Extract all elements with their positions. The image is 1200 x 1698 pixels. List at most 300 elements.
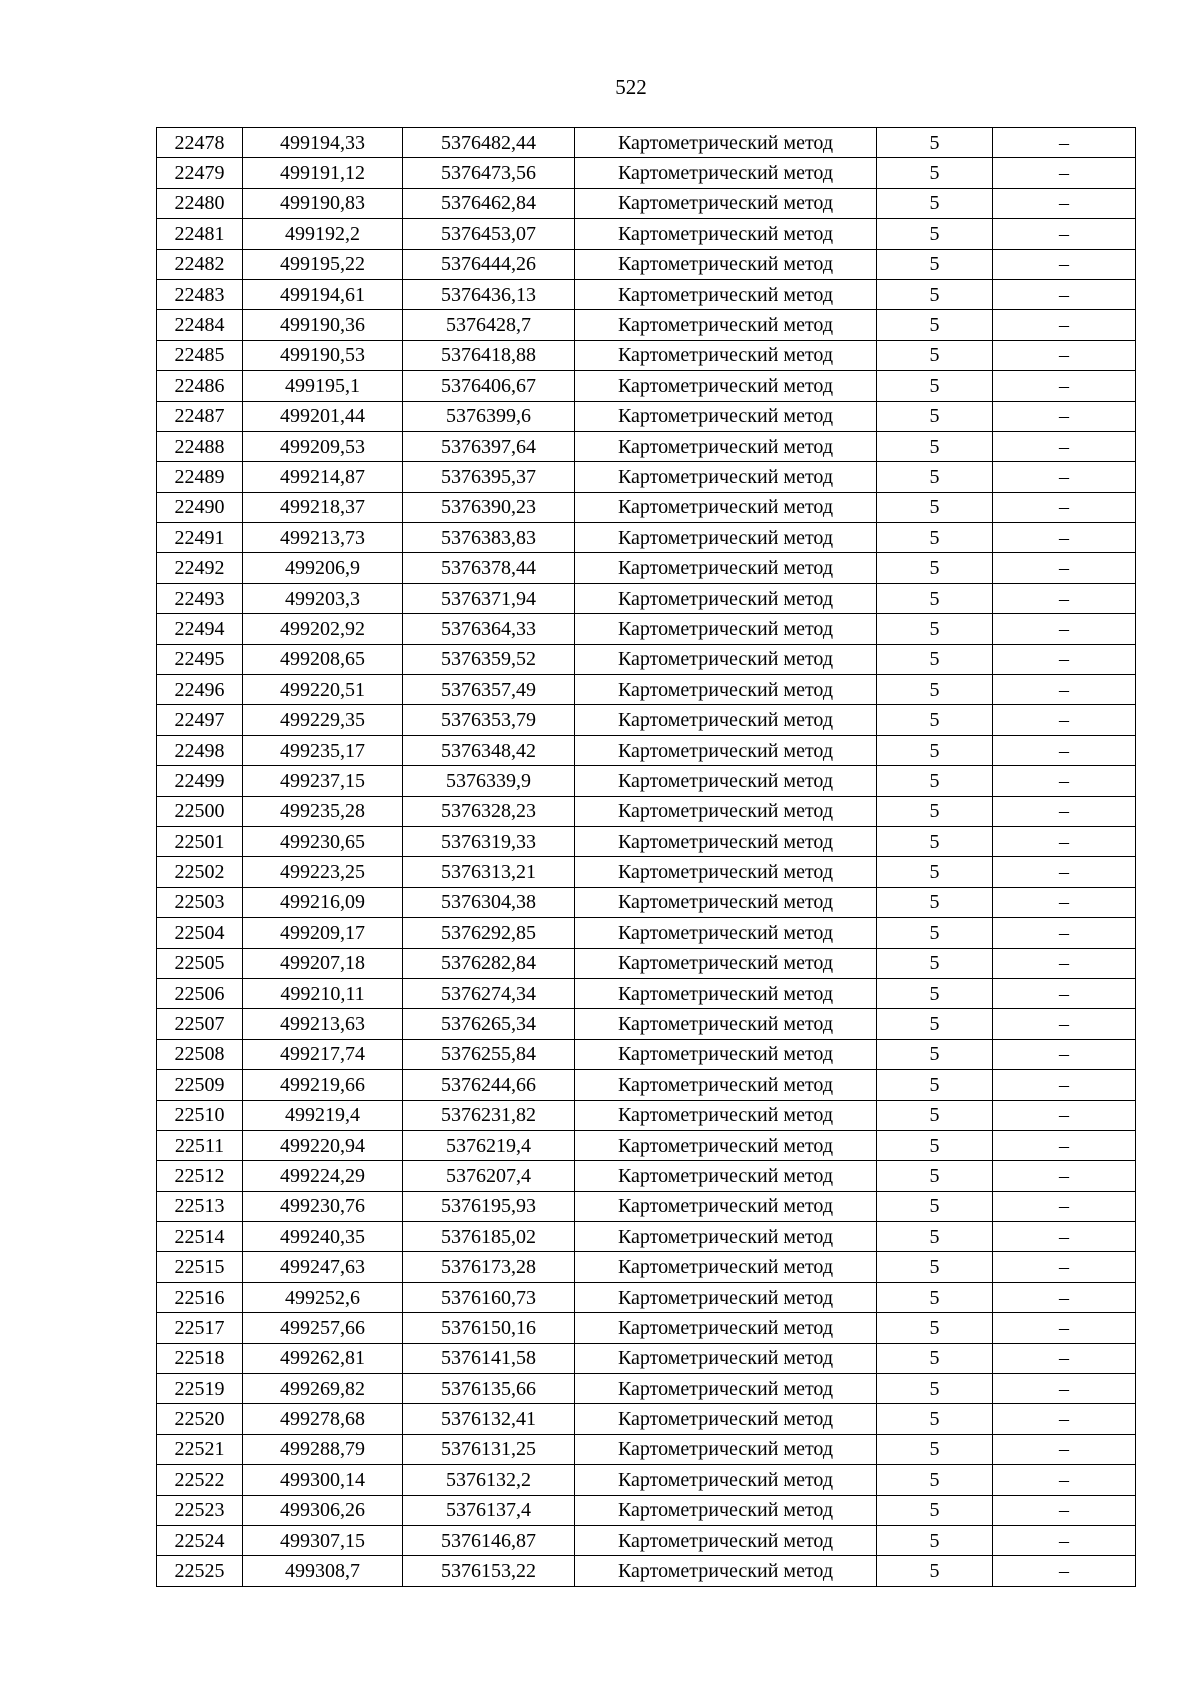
x-coordinate-cell: 499219,4 <box>243 1100 403 1130</box>
y-coordinate-cell: 5376444,26 <box>403 249 575 279</box>
accuracy-cell: 5 <box>877 249 993 279</box>
accuracy-cell: 5 <box>877 1252 993 1282</box>
description-cell: – <box>993 1161 1136 1191</box>
point-number-cell: 22478 <box>157 128 243 158</box>
description-cell: – <box>993 1282 1136 1312</box>
description-cell: – <box>993 1191 1136 1221</box>
x-coordinate-cell: 499306,26 <box>243 1495 403 1525</box>
description-cell: – <box>993 1039 1136 1069</box>
point-number-cell: 22495 <box>157 644 243 674</box>
method-cell: Картометрический метод <box>575 553 877 583</box>
accuracy-cell: 5 <box>877 1374 993 1404</box>
point-number-cell: 22515 <box>157 1252 243 1282</box>
table-row <box>157 1374 1136 1404</box>
method-cell: Картометрический метод <box>575 188 877 218</box>
method-cell: Картометрический метод <box>575 401 877 431</box>
x-coordinate-cell: 499190,83 <box>243 188 403 218</box>
table-row <box>157 614 1136 644</box>
x-coordinate-cell: 499201,44 <box>243 401 403 431</box>
page-number: 522 <box>615 75 647 99</box>
x-coordinate-cell: 499194,61 <box>243 279 403 309</box>
description-cell: – <box>993 1465 1136 1495</box>
y-coordinate-cell: 5376195,93 <box>403 1191 575 1221</box>
description-cell: – <box>993 219 1136 249</box>
point-number-cell: 22513 <box>157 1191 243 1221</box>
table-row <box>157 887 1136 917</box>
table-row <box>157 826 1136 856</box>
x-coordinate-cell: 499257,66 <box>243 1313 403 1343</box>
table-row <box>157 1282 1136 1312</box>
y-coordinate-cell: 5376339,9 <box>403 766 575 796</box>
y-coordinate-cell: 5376406,67 <box>403 371 575 401</box>
x-coordinate-cell: 499216,09 <box>243 887 403 917</box>
y-coordinate-cell: 5376397,64 <box>403 431 575 461</box>
method-cell: Картометрический метод <box>575 462 877 492</box>
point-number-cell: 22524 <box>157 1525 243 1555</box>
x-coordinate-cell: 499191,12 <box>243 158 403 188</box>
point-number-cell: 22500 <box>157 796 243 826</box>
accuracy-cell: 5 <box>877 978 993 1008</box>
method-cell: Картометрический метод <box>575 1282 877 1312</box>
table-row <box>157 1191 1136 1221</box>
table-row <box>157 523 1136 553</box>
method-cell: Картометрический метод <box>575 918 877 948</box>
description-cell: – <box>993 1556 1136 1586</box>
x-coordinate-cell: 499209,53 <box>243 431 403 461</box>
table-row <box>157 158 1136 188</box>
x-coordinate-cell: 499190,53 <box>243 340 403 370</box>
y-coordinate-cell: 5376395,37 <box>403 462 575 492</box>
coordinates-table <box>156 127 1136 1587</box>
description-cell: – <box>993 1343 1136 1373</box>
table-row <box>157 1222 1136 1252</box>
description-cell: – <box>993 1252 1136 1282</box>
x-coordinate-cell: 499223,25 <box>243 857 403 887</box>
x-coordinate-cell: 499213,73 <box>243 523 403 553</box>
table-row <box>157 1039 1136 1069</box>
accuracy-cell: 5 <box>877 1525 993 1555</box>
description-cell: – <box>993 523 1136 553</box>
point-number-cell: 22493 <box>157 583 243 613</box>
method-cell: Картометрический метод <box>575 1556 877 1586</box>
point-number-cell: 22485 <box>157 340 243 370</box>
table-row <box>157 492 1136 522</box>
accuracy-cell: 5 <box>877 492 993 522</box>
x-coordinate-cell: 499278,68 <box>243 1404 403 1434</box>
description-cell: – <box>993 705 1136 735</box>
table-row <box>157 1495 1136 1525</box>
method-cell: Картометрический метод <box>575 371 877 401</box>
y-coordinate-cell: 5376359,52 <box>403 644 575 674</box>
table-row <box>157 705 1136 735</box>
accuracy-cell: 5 <box>877 857 993 887</box>
table-row <box>157 644 1136 674</box>
table-row <box>157 1343 1136 1373</box>
method-cell: Картометрический метод <box>575 614 877 644</box>
accuracy-cell: 5 <box>877 948 993 978</box>
y-coordinate-cell: 5376132,41 <box>403 1404 575 1434</box>
accuracy-cell: 5 <box>877 401 993 431</box>
description-cell: – <box>993 371 1136 401</box>
y-coordinate-cell: 5376150,16 <box>403 1313 575 1343</box>
method-cell: Картометрический метод <box>575 1130 877 1160</box>
description-cell: – <box>993 1070 1136 1100</box>
description-cell: – <box>993 887 1136 917</box>
y-coordinate-cell: 5376328,23 <box>403 796 575 826</box>
method-cell: Картометрический метод <box>575 279 877 309</box>
y-coordinate-cell: 5376132,2 <box>403 1465 575 1495</box>
accuracy-cell: 5 <box>877 219 993 249</box>
table-row <box>157 431 1136 461</box>
point-number-cell: 22499 <box>157 766 243 796</box>
x-coordinate-cell: 499210,11 <box>243 978 403 1008</box>
x-coordinate-cell: 499240,35 <box>243 1222 403 1252</box>
point-number-cell: 22481 <box>157 219 243 249</box>
description-cell: – <box>993 1434 1136 1464</box>
x-coordinate-cell: 499237,15 <box>243 766 403 796</box>
y-coordinate-cell: 5376265,34 <box>403 1009 575 1039</box>
accuracy-cell: 5 <box>877 1100 993 1130</box>
method-cell: Картометрический метод <box>575 1070 877 1100</box>
point-number-cell: 22510 <box>157 1100 243 1130</box>
x-coordinate-cell: 499247,63 <box>243 1252 403 1282</box>
x-coordinate-cell: 499195,1 <box>243 371 403 401</box>
accuracy-cell: 5 <box>877 796 993 826</box>
table-row <box>157 735 1136 765</box>
method-cell: Картометрический метод <box>575 431 877 461</box>
table-row <box>157 675 1136 705</box>
accuracy-cell: 5 <box>877 1282 993 1312</box>
method-cell: Картометрический метод <box>575 948 877 978</box>
y-coordinate-cell: 5376141,58 <box>403 1343 575 1373</box>
point-number-cell: 22509 <box>157 1070 243 1100</box>
point-number-cell: 22480 <box>157 188 243 218</box>
accuracy-cell: 5 <box>877 279 993 309</box>
point-number-cell: 22503 <box>157 887 243 917</box>
point-number-cell: 22489 <box>157 462 243 492</box>
x-coordinate-cell: 499235,17 <box>243 735 403 765</box>
table-row <box>157 918 1136 948</box>
accuracy-cell: 5 <box>877 1009 993 1039</box>
accuracy-cell: 5 <box>877 675 993 705</box>
method-cell: Картометрический метод <box>575 1404 877 1434</box>
x-coordinate-cell: 499213,63 <box>243 1009 403 1039</box>
point-number-cell: 22487 <box>157 401 243 431</box>
description-cell: – <box>993 918 1136 948</box>
table-row <box>157 1404 1136 1434</box>
y-coordinate-cell: 5376207,4 <box>403 1161 575 1191</box>
method-cell: Картометрический метод <box>575 1252 877 1282</box>
x-coordinate-cell: 499235,28 <box>243 796 403 826</box>
x-coordinate-cell: 499214,87 <box>243 462 403 492</box>
accuracy-cell: 5 <box>877 614 993 644</box>
accuracy-cell: 5 <box>877 1130 993 1160</box>
accuracy-cell: 5 <box>877 1495 993 1525</box>
point-number-cell: 22522 <box>157 1465 243 1495</box>
table-row <box>157 1070 1136 1100</box>
table-row <box>157 1100 1136 1130</box>
accuracy-cell: 5 <box>877 523 993 553</box>
table-row <box>157 1465 1136 1495</box>
table-row <box>157 188 1136 218</box>
point-number-cell: 22490 <box>157 492 243 522</box>
description-cell: – <box>993 340 1136 370</box>
accuracy-cell: 5 <box>877 1161 993 1191</box>
method-cell: Картометрический метод <box>575 1222 877 1252</box>
point-number-cell: 22501 <box>157 826 243 856</box>
x-coordinate-cell: 499229,35 <box>243 705 403 735</box>
x-coordinate-cell: 499190,36 <box>243 310 403 340</box>
method-cell: Картометрический метод <box>575 523 877 553</box>
x-coordinate-cell: 499217,74 <box>243 1039 403 1069</box>
point-number-cell: 22484 <box>157 310 243 340</box>
x-coordinate-cell: 499194,33 <box>243 128 403 158</box>
x-coordinate-cell: 499206,9 <box>243 553 403 583</box>
point-number-cell: 22516 <box>157 1282 243 1312</box>
method-cell: Картометрический метод <box>575 1313 877 1343</box>
description-cell: – <box>993 1374 1136 1404</box>
point-number-cell: 22514 <box>157 1222 243 1252</box>
coordinates-table-body <box>157 128 1136 1587</box>
method-cell: Картометрический метод <box>575 1374 877 1404</box>
y-coordinate-cell: 5376383,83 <box>403 523 575 553</box>
x-coordinate-cell: 499262,81 <box>243 1343 403 1373</box>
method-cell: Картометрический метод <box>575 1465 877 1495</box>
description-cell: – <box>993 553 1136 583</box>
method-cell: Картометрический метод <box>575 128 877 158</box>
table-row <box>157 1130 1136 1160</box>
accuracy-cell: 5 <box>877 188 993 218</box>
y-coordinate-cell: 5376146,87 <box>403 1525 575 1555</box>
point-number-cell: 22491 <box>157 523 243 553</box>
y-coordinate-cell: 5376255,84 <box>403 1039 575 1069</box>
method-cell: Картометрический метод <box>575 1191 877 1221</box>
point-number-cell: 22525 <box>157 1556 243 1586</box>
point-number-cell: 22479 <box>157 158 243 188</box>
method-cell: Картометрический метод <box>575 1161 877 1191</box>
y-coordinate-cell: 5376319,33 <box>403 826 575 856</box>
description-cell: – <box>993 583 1136 613</box>
point-number-cell: 22523 <box>157 1495 243 1525</box>
accuracy-cell: 5 <box>877 826 993 856</box>
table-row <box>157 249 1136 279</box>
method-cell: Картометрический метод <box>575 583 877 613</box>
x-coordinate-cell: 499208,65 <box>243 644 403 674</box>
table-row <box>157 1252 1136 1282</box>
description-cell: – <box>993 948 1136 978</box>
description-cell: – <box>993 614 1136 644</box>
y-coordinate-cell: 5376353,79 <box>403 705 575 735</box>
description-cell: – <box>993 1525 1136 1555</box>
method-cell: Картометрический метод <box>575 158 877 188</box>
x-coordinate-cell: 499218,37 <box>243 492 403 522</box>
y-coordinate-cell: 5376390,23 <box>403 492 575 522</box>
y-coordinate-cell: 5376219,4 <box>403 1130 575 1160</box>
accuracy-cell: 5 <box>877 735 993 765</box>
y-coordinate-cell: 5376348,42 <box>403 735 575 765</box>
point-number-cell: 22494 <box>157 614 243 644</box>
method-cell: Картометрический метод <box>575 705 877 735</box>
accuracy-cell: 5 <box>877 583 993 613</box>
point-number-cell: 22512 <box>157 1161 243 1191</box>
point-number-cell: 22506 <box>157 978 243 1008</box>
accuracy-cell: 5 <box>877 128 993 158</box>
y-coordinate-cell: 5376378,44 <box>403 553 575 583</box>
accuracy-cell: 5 <box>877 1070 993 1100</box>
description-cell: – <box>993 188 1136 218</box>
method-cell: Картометрический метод <box>575 644 877 674</box>
accuracy-cell: 5 <box>877 310 993 340</box>
method-cell: Картометрический метод <box>575 1009 877 1039</box>
accuracy-cell: 5 <box>877 1404 993 1434</box>
y-coordinate-cell: 5376137,4 <box>403 1495 575 1525</box>
point-number-cell: 22521 <box>157 1434 243 1464</box>
table-row <box>157 371 1136 401</box>
point-number-cell: 22483 <box>157 279 243 309</box>
table-row <box>157 1313 1136 1343</box>
y-coordinate-cell: 5376453,07 <box>403 219 575 249</box>
table-row <box>157 857 1136 887</box>
method-cell: Картометрический метод <box>575 1100 877 1130</box>
accuracy-cell: 5 <box>877 1039 993 1069</box>
table-row <box>157 128 1136 158</box>
point-number-cell: 22511 <box>157 1130 243 1160</box>
y-coordinate-cell: 5376153,22 <box>403 1556 575 1586</box>
y-coordinate-cell: 5376131,25 <box>403 1434 575 1464</box>
y-coordinate-cell: 5376135,66 <box>403 1374 575 1404</box>
x-coordinate-cell: 499220,51 <box>243 675 403 705</box>
accuracy-cell: 5 <box>877 887 993 917</box>
accuracy-cell: 5 <box>877 705 993 735</box>
method-cell: Картометрический метод <box>575 249 877 279</box>
point-number-cell: 22486 <box>157 371 243 401</box>
point-number-cell: 22504 <box>157 918 243 948</box>
y-coordinate-cell: 5376399,6 <box>403 401 575 431</box>
description-cell: – <box>993 128 1136 158</box>
description-cell: – <box>993 1313 1136 1343</box>
table-row <box>157 796 1136 826</box>
table-row <box>157 310 1136 340</box>
description-cell: – <box>993 401 1136 431</box>
description-cell: – <box>993 735 1136 765</box>
x-coordinate-cell: 499224,29 <box>243 1161 403 1191</box>
description-cell: – <box>993 1009 1136 1039</box>
accuracy-cell: 5 <box>877 340 993 370</box>
y-coordinate-cell: 5376418,88 <box>403 340 575 370</box>
y-coordinate-cell: 5376371,94 <box>403 583 575 613</box>
description-cell: – <box>993 796 1136 826</box>
x-coordinate-cell: 499300,14 <box>243 1465 403 1495</box>
accuracy-cell: 5 <box>877 158 993 188</box>
point-number-cell: 22519 <box>157 1374 243 1404</box>
method-cell: Картометрический метод <box>575 857 877 887</box>
description-cell: – <box>993 492 1136 522</box>
accuracy-cell: 5 <box>877 644 993 674</box>
accuracy-cell: 5 <box>877 1465 993 1495</box>
accuracy-cell: 5 <box>877 1343 993 1373</box>
description-cell: – <box>993 1130 1136 1160</box>
y-coordinate-cell: 5376282,84 <box>403 948 575 978</box>
x-coordinate-cell: 499230,65 <box>243 826 403 856</box>
point-number-cell: 22498 <box>157 735 243 765</box>
method-cell: Картометрический метод <box>575 219 877 249</box>
y-coordinate-cell: 5376231,82 <box>403 1100 575 1130</box>
method-cell: Картометрический метод <box>575 978 877 1008</box>
y-coordinate-cell: 5376185,02 <box>403 1222 575 1252</box>
accuracy-cell: 5 <box>877 766 993 796</box>
x-coordinate-cell: 499220,94 <box>243 1130 403 1160</box>
y-coordinate-cell: 5376173,28 <box>403 1252 575 1282</box>
point-number-cell: 22517 <box>157 1313 243 1343</box>
table-row <box>157 340 1136 370</box>
description-cell: – <box>993 431 1136 461</box>
description-cell: – <box>993 1404 1136 1434</box>
x-coordinate-cell: 499288,79 <box>243 1434 403 1464</box>
method-cell: Картометрический метод <box>575 826 877 856</box>
point-number-cell: 22492 <box>157 553 243 583</box>
description-cell: – <box>993 1222 1136 1252</box>
description-cell: – <box>993 1100 1136 1130</box>
description-cell: – <box>993 1495 1136 1525</box>
description-cell: – <box>993 826 1136 856</box>
table-row <box>157 978 1136 1008</box>
method-cell: Картометрический метод <box>575 766 877 796</box>
x-coordinate-cell: 499230,76 <box>243 1191 403 1221</box>
y-coordinate-cell: 5376304,38 <box>403 887 575 917</box>
method-cell: Картометрический метод <box>575 735 877 765</box>
method-cell: Картометрический метод <box>575 1525 877 1555</box>
table-row <box>157 462 1136 492</box>
description-cell: – <box>993 279 1136 309</box>
table-row <box>157 1009 1136 1039</box>
y-coordinate-cell: 5376428,7 <box>403 310 575 340</box>
point-number-cell: 22508 <box>157 1039 243 1069</box>
point-number-cell: 22502 <box>157 857 243 887</box>
table-row <box>157 279 1136 309</box>
x-coordinate-cell: 499307,15 <box>243 1525 403 1555</box>
method-cell: Картометрический метод <box>575 492 877 522</box>
table-row <box>157 1434 1136 1464</box>
y-coordinate-cell: 5376364,33 <box>403 614 575 644</box>
accuracy-cell: 5 <box>877 431 993 461</box>
method-cell: Картометрический метод <box>575 1343 877 1373</box>
table-row <box>157 1161 1136 1191</box>
point-number-cell: 22482 <box>157 249 243 279</box>
y-coordinate-cell: 5376292,85 <box>403 918 575 948</box>
table-row <box>157 553 1136 583</box>
point-number-cell: 22496 <box>157 675 243 705</box>
x-coordinate-cell: 499195,22 <box>243 249 403 279</box>
accuracy-cell: 5 <box>877 553 993 583</box>
x-coordinate-cell: 499203,3 <box>243 583 403 613</box>
description-cell: – <box>993 766 1136 796</box>
description-cell: – <box>993 675 1136 705</box>
y-coordinate-cell: 5376313,21 <box>403 857 575 887</box>
x-coordinate-cell: 499192,2 <box>243 219 403 249</box>
accuracy-cell: 5 <box>877 1313 993 1343</box>
table-row <box>157 1525 1136 1555</box>
x-coordinate-cell: 499207,18 <box>243 948 403 978</box>
y-coordinate-cell: 5376473,56 <box>403 158 575 188</box>
description-cell: – <box>993 310 1136 340</box>
accuracy-cell: 5 <box>877 1556 993 1586</box>
y-coordinate-cell: 5376436,13 <box>403 279 575 309</box>
table-row <box>157 766 1136 796</box>
method-cell: Картометрический метод <box>575 1495 877 1525</box>
y-coordinate-cell: 5376244,66 <box>403 1070 575 1100</box>
point-number-cell: 22497 <box>157 705 243 735</box>
accuracy-cell: 5 <box>877 918 993 948</box>
